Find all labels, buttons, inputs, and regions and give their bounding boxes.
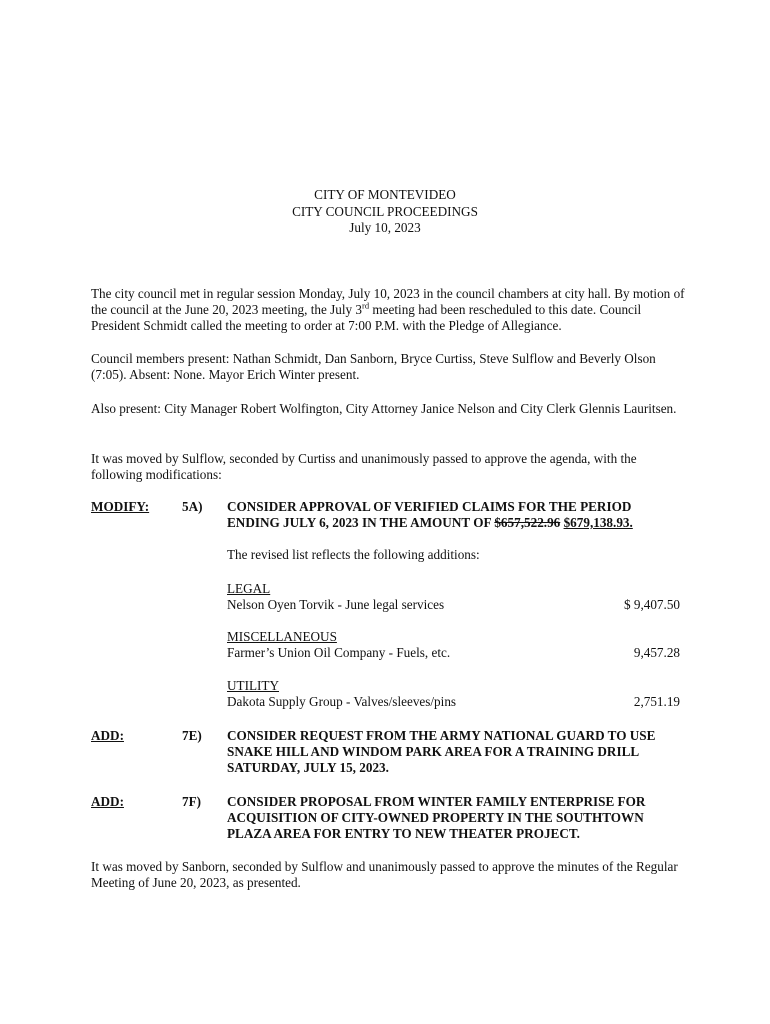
add-number-7e: 7E) [182, 728, 202, 743]
agenda-motion-paragraph: It was moved by Sulflow, seconded by Curtiss and unanimously passed to approve the agenda, with the following modifications: [91, 451, 637, 482]
header-date: July 10, 2023 [349, 220, 421, 235]
utility-item: Dakota Supply Group - Valves/sleeves/pins [227, 694, 457, 709]
utility-heading: UTILITY [227, 678, 279, 693]
new-amount: $679,138.93. [563, 515, 633, 530]
legal-item: Nelson Oyen Torvik - June legal services [227, 597, 445, 612]
modify-item-number: 5A) [182, 499, 203, 514]
minutes-motion-paragraph: It was moved by Sanborn, seconded by Sulflow and unanimously passed to approve the minutes of the Regular Meeting of June 20, 2023, as presented. [91, 859, 678, 890]
add-number-7f: 7F) [182, 794, 202, 809]
misc-amount: 9,457.28 [633, 645, 680, 660]
legal-amount: $ 9,407.50 [623, 597, 680, 612]
add-label-7e: ADD: [91, 728, 124, 743]
header-proceedings: CITY COUNCIL PROCEEDINGS [292, 203, 478, 219]
add-text-7f: CONSIDER PROPOSAL FROM WINTER FAMILY ENTERPRISE FOR ACQUISITION OF CITY-OWNED PROPERTY IN THE SOUTHTOWN PLAZA AREA FOR ENTRY TO NEW THEATER PROJECT. [227, 794, 646, 841]
modify-label: MODIFY: [91, 499, 150, 514]
add-label-7f: ADD: [91, 794, 124, 809]
also-present-paragraph: Also present: City Manager Robert Wolfington, City Attorney Janice Nelson and City Clerk Glennis Lauritsen. [91, 401, 677, 416]
misc-heading: MISCELLANEOUS [227, 629, 337, 644]
add-text-7e: CONSIDER REQUEST FROM THE ARMY NATIONAL GUARD TO USE SNAKE HILL AND WINDOM PARK AREA FOR A TRAINING DRILL SATURDAY, JULY 15, 2023. [227, 728, 656, 775]
members-present-paragraph: Council members present: Nathan Schmidt, Dan Sanborn, Bryce Curtiss, Steve Sulflow and Beverly Olson (7:05). Absent: None. Mayor Erich Winter present. [91, 351, 656, 382]
opening-paragraph: The city council met in regular session Monday, July 10, 2023 in the council chambers at city hall. By motion of the council at the June 20, 2023 meeting, the July 3rd meeting had been rescheduled to this date. Council President Schmidt called the meeting to order at 7:00 P.M. with the Pledge of Allegiance. [91, 286, 685, 333]
header-city: CITY OF MONTEVIDEO [314, 187, 456, 202]
document-header [0, 187, 770, 237]
revised-list-note: The revised list reflects the following additions: [227, 547, 480, 562]
old-amount: $657,522.96 [494, 515, 561, 530]
misc-item: Farmer’s Union Oil Company - Fuels, etc. [227, 645, 451, 660]
legal-heading: LEGAL [227, 581, 271, 596]
utility-amount: 2,751.19 [633, 694, 680, 709]
modify-item-text: CONSIDER APPROVAL OF VERIFIED CLAIMS FOR THE PERIOD ENDING JULY 6, 2023 IN THE AMOUNT OF $657,522.96 $679,138.93. [227, 499, 633, 530]
